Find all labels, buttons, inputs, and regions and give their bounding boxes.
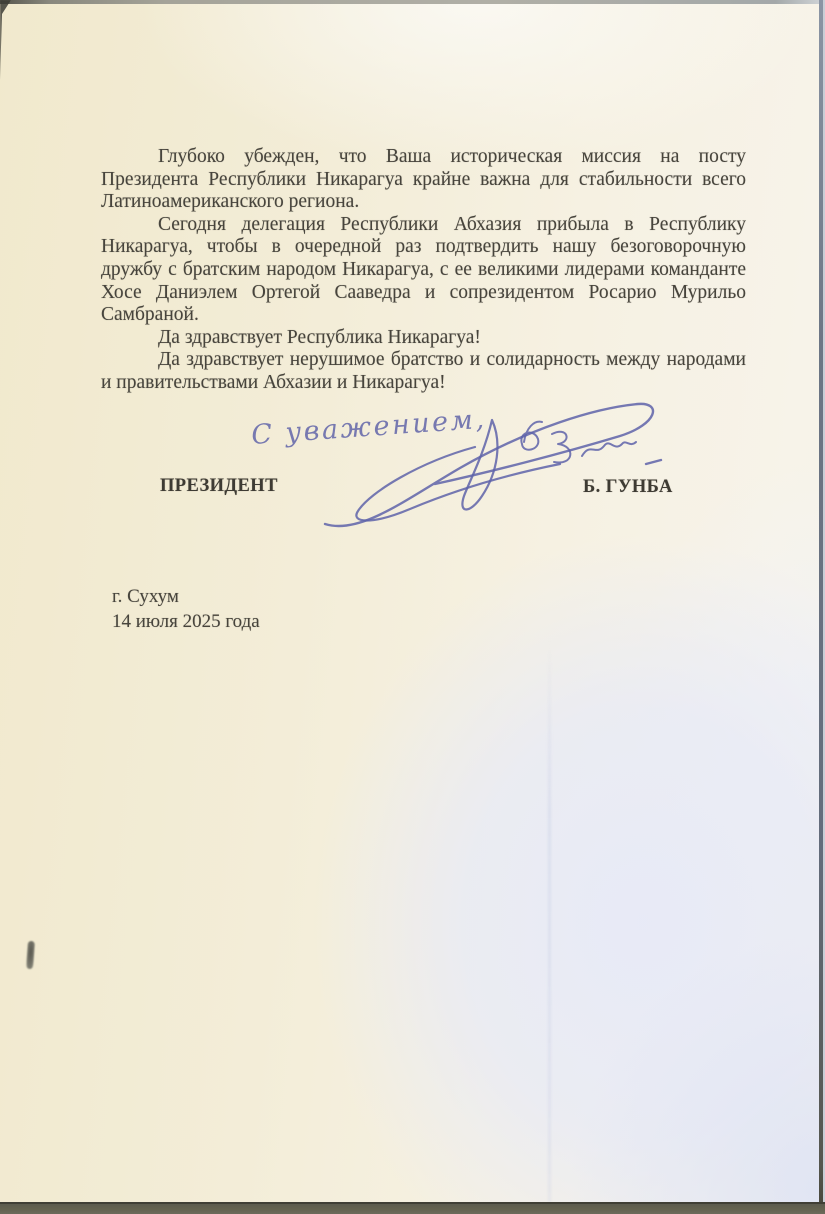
letter-body [101,146,746,395]
paragraph-slogan-brotherhood: Да здравствует нерушимое братство и солидарность между народами и правительствами Абхазии и Никарагуа! [101,349,746,393]
photo-edge-right [819,0,823,1214]
ink-smudge [26,941,35,969]
paragraph-slogan-republic: Да здравствует Республика Никарагуа! [158,326,481,348]
photo-edge-top [0,0,825,4]
place-date-block [112,584,260,634]
signer-title: ПРЕЗИДЕНТ [160,476,278,496]
signature-row [0,476,825,500]
paragraph-conviction: Глубоко убежден, что Ваша историческая миссия на посту Президента Республики Никарагуа крайне важна для стабильности всего Латиноамериканского региона. [101,146,746,213]
signature-area [230,392,690,542]
photo-edge-bottom [0,1202,825,1214]
handwritten-closing: С уважением, [250,403,488,451]
paragraph-delegation: Сегодня делегация Республики Абхазия прибыла в Республику Никарагуа, чтобы в очередной раз подтвердить нашу безоговорочную дружбу с братским народом Никарагуа, с ее великими лидерами команданте Хосе Даниэлем Ортегой Сааведра и сопрезидентом Росарио Мурильо Самбраной. [101,213,746,326]
place-line: г. Сухум [112,586,179,607]
photo-corner-top-left [0,0,11,80]
signer-name: Б. ГУНБА [583,477,673,497]
paper-crease [548,640,551,1202]
date-line: 14 июля 2025 года [112,611,260,632]
